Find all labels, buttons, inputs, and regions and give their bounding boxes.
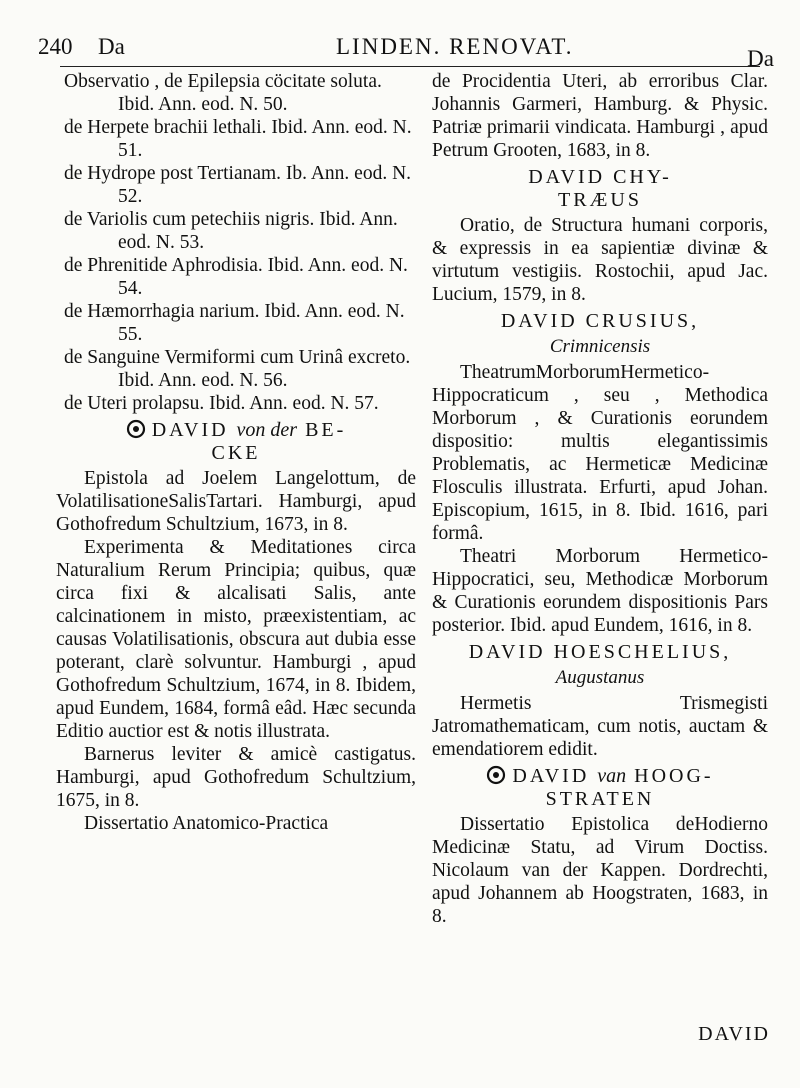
page-number: 240 (38, 34, 73, 59)
running-header (38, 30, 774, 71)
entry-continuation: de Uteri prolapsu. Ibid. Ann. eod. N. 57. (64, 393, 379, 414)
author-heading-crusius: DAVID CRUSIUS, (500, 310, 700, 332)
entry: TheatrumMorborumHermetico-Hippocraticum , seu , Methodica Morborum , & Curationis eorundem dispositio: multis elegantissimis Problematis, ac Hermeticæ Medicinæ Flosculis illustrata. Erfurti, apud Johan. Episcopium, 1615, in 8. Ibid. 1616, pari formâ. (432, 362, 768, 544)
entry-continuation: de Hæmorrhagia narium. Ibid. Ann. eod. N. 55. (64, 301, 405, 345)
left-column (56, 70, 416, 835)
header-title: LINDEN. RENOVAT. (336, 34, 574, 59)
author-heading-hoeschelius: DAVID HOESCHELIUS, (468, 641, 732, 663)
entry: Dissertatio Anatomico-Practica (84, 813, 329, 834)
entry-continuation: de Sanguine Vermiformi cum Urinâ excreto. Ibid. Ann. eod. N. 56. (64, 347, 411, 391)
entry-continuation: de Variolis cum petechiis nigris. Ibid. Ann. eod. N. 53. (64, 209, 398, 253)
entry-continuation: de Procidentia Uteri, ab erroribus Clar. Johannis Garmeri, Hamburg. & Physic. Patriæ primarii vindicata. Hamburgi , apud Petrum Grooten, 1683, in 8. (432, 71, 768, 161)
entry: Hermetis Trismegisti Jatromathematicam, cum notis, auctam & emendatiorem edidit. (432, 693, 768, 760)
entry: Oratio, de Structura humani corporis, & expressis in ea sapientiæ divinæ & virtutum vestigiis. Rostochii, apud Jac. Lucium, 1579, in 8. (432, 215, 768, 305)
header-left-tag: Da (98, 34, 125, 59)
entry: Experimenta & Meditationes circa Naturalium Rerum Principia; quibus, quæ circa fixi & alcalisati Salis, ante calcinationem in misto, præexistentiam, ac causas Volatilisationis, obscura aut dubia esse poterant, clarè solvuntur. Hamburgi , apud Gothofredum Schultzium, 1674, in 8. Ibidem, apud Eundem, 1684, formâ eâd. Hæc secunda Editio auctior est & notis illustrata. (56, 537, 416, 742)
header-rule (60, 66, 760, 67)
entry-continuation: de Phrenitide Aphrodisia. Ibid. Ann. eod. N. 54. (64, 255, 408, 299)
entry: Dissertatio Epistolica deHodierno Medicinæ Statu, ad Virum Doctiss. Nicolaum van der Kappen. Dordrechti, apud Johannem ab Hoogstraten, 1683, in 8. (432, 814, 768, 927)
catchword: DAVID (698, 1023, 770, 1045)
author-heading-becke: DAVID von der BE- CKE (56, 419, 416, 465)
circle-dot-icon (126, 419, 146, 439)
author-heading-hoogstraten: DAVID van HOOG- STRATEN (432, 765, 768, 811)
entry: Theatri Morborum Hermetico-Hippocratici, seu, Methodicæ Morborum & Curationis eorundem dispositionis Pars posterior. Ibid. apud Eundem, 1616, in 8. (432, 546, 768, 636)
entry-continuation: Observatio , de Epilepsia cöcitate soluta. Ibid. Ann. eod. N. 50. (64, 71, 382, 115)
entry: Epistola ad Joelem Langelottum, de VolatilisationeSalisTartari. Hamburgi, apud Gothofredum Schultzium, 1673, in 8. (56, 468, 416, 535)
circle-dot-icon (486, 765, 506, 785)
entry-continuation: de Herpete brachii lethali. Ibid. Ann. eod. N. 51. (64, 117, 412, 161)
author-heading-chytraeus: DAVID CHY- TRÆUS (528, 166, 672, 211)
author-origin: Crimnicensis (549, 336, 651, 357)
right-column (432, 70, 768, 928)
entry-continuation: de Hydrope post Tertianam. Ib. Ann. eod. N. 52. (64, 163, 412, 207)
header-right-tag: Da (747, 46, 774, 71)
author-origin: Augustanus (555, 667, 645, 688)
entry: Barnerus leviter & amicè castigatus. Hamburgi, apud Gothofredum Schultzium, 1675, in 8. (56, 744, 416, 811)
